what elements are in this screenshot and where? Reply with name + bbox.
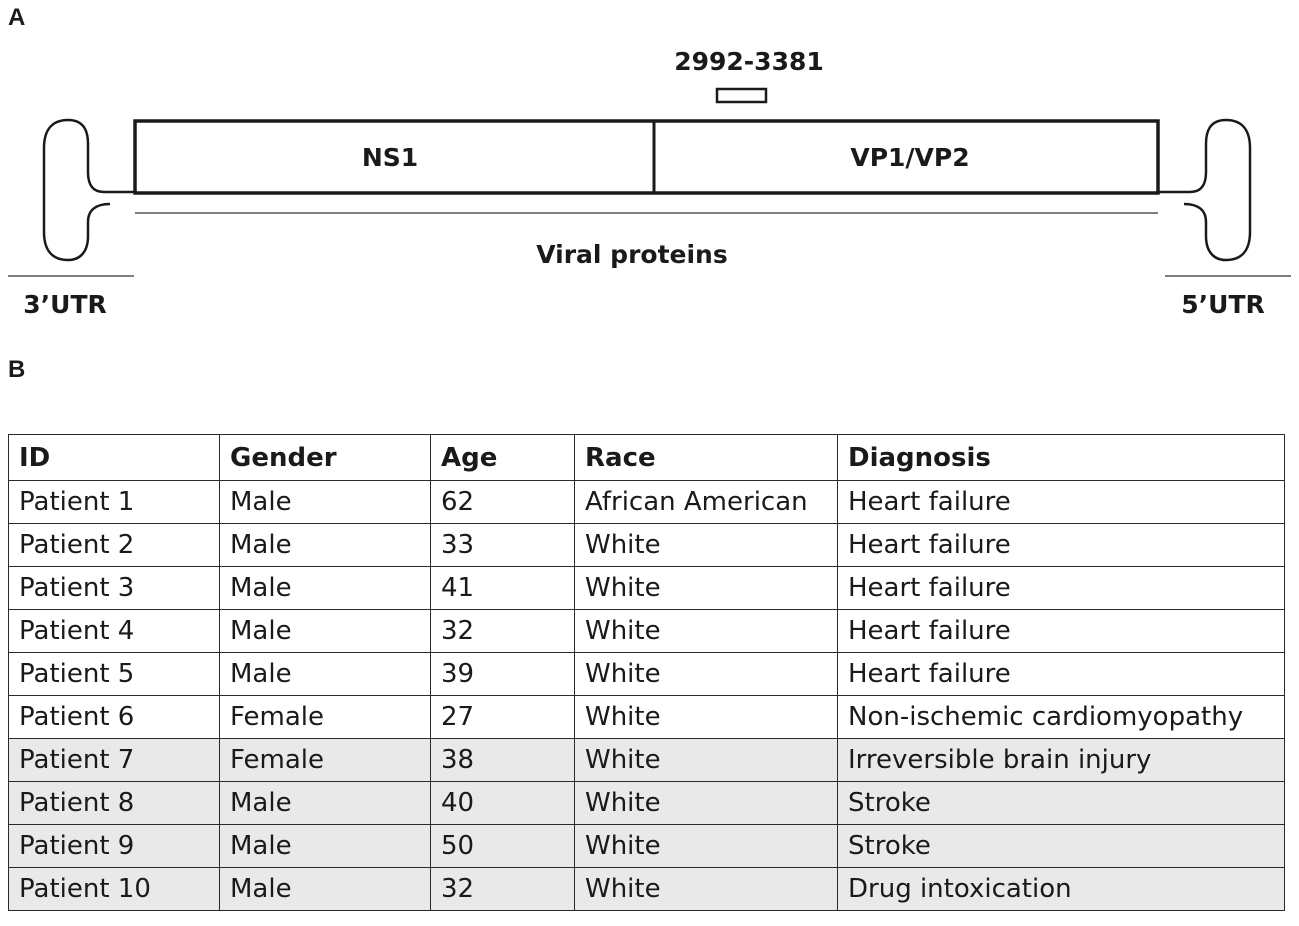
cell-id: Patient 8 bbox=[9, 782, 220, 825]
header-age: Age bbox=[431, 435, 575, 481]
cell-diagnosis: Heart failure bbox=[838, 524, 1285, 567]
cell-race: White bbox=[575, 524, 838, 567]
cell-id: Patient 4 bbox=[9, 610, 220, 653]
table-row bbox=[9, 868, 1285, 911]
cell-race: African American bbox=[575, 481, 838, 524]
cell-age: 62 bbox=[431, 481, 575, 524]
cell-age: 40 bbox=[431, 782, 575, 825]
cell-race: White bbox=[575, 567, 838, 610]
table-row bbox=[9, 653, 1285, 696]
cell-diagnosis: Heart failure bbox=[838, 653, 1285, 696]
region-marker bbox=[717, 89, 766, 102]
cell-gender: Male bbox=[220, 610, 431, 653]
utr-left-label: 3’UTR bbox=[23, 290, 107, 319]
table-row bbox=[9, 610, 1285, 653]
cell-gender: Female bbox=[220, 696, 431, 739]
cell-age: 41 bbox=[431, 567, 575, 610]
cell-gender: Male bbox=[220, 653, 431, 696]
cell-age: 32 bbox=[431, 610, 575, 653]
cell-id: Patient 7 bbox=[9, 739, 220, 782]
cell-gender: Female bbox=[220, 739, 431, 782]
left-hairpin bbox=[44, 120, 135, 260]
cell-race: White bbox=[575, 782, 838, 825]
cell-diagnosis: Heart failure bbox=[838, 610, 1285, 653]
cell-id: Patient 6 bbox=[9, 696, 220, 739]
cell-id: Patient 10 bbox=[9, 868, 220, 911]
cell-diagnosis: Stroke bbox=[838, 782, 1285, 825]
cell-gender: Male bbox=[220, 868, 431, 911]
table-header-row bbox=[9, 435, 1285, 481]
table-row bbox=[9, 825, 1285, 868]
right-hairpin bbox=[1158, 120, 1250, 260]
cell-id: Patient 3 bbox=[9, 567, 220, 610]
cell-id: Patient 1 bbox=[9, 481, 220, 524]
header-race: Race bbox=[575, 435, 838, 481]
table-row bbox=[9, 524, 1285, 567]
cell-gender: Male bbox=[220, 524, 431, 567]
cell-race: White bbox=[575, 610, 838, 653]
cell-age: 27 bbox=[431, 696, 575, 739]
cell-race: White bbox=[575, 739, 838, 782]
cell-id: Patient 5 bbox=[9, 653, 220, 696]
cell-age: 38 bbox=[431, 739, 575, 782]
header-id: ID bbox=[9, 435, 220, 481]
table-row bbox=[9, 739, 1285, 782]
cell-diagnosis: Heart failure bbox=[838, 567, 1285, 610]
cell-race: White bbox=[575, 696, 838, 739]
cell-gender: Male bbox=[220, 825, 431, 868]
cell-diagnosis: Stroke bbox=[838, 825, 1285, 868]
cell-gender: Male bbox=[220, 782, 431, 825]
segment-vp1-vp2: VP1/VP2 bbox=[850, 143, 970, 172]
cell-age: 32 bbox=[431, 868, 575, 911]
panel-a-label: A bbox=[8, 4, 26, 31]
cell-race: White bbox=[575, 868, 838, 911]
cell-age: 39 bbox=[431, 653, 575, 696]
patient-table bbox=[8, 434, 1285, 911]
cell-age: 50 bbox=[431, 825, 575, 868]
table-row bbox=[9, 696, 1285, 739]
cell-id: Patient 9 bbox=[9, 825, 220, 868]
region-label: 2992-3381 bbox=[674, 47, 824, 76]
genome-diagram bbox=[0, 0, 1299, 340]
segment-ns1: NS1 bbox=[361, 143, 419, 172]
panel-b-label: B bbox=[8, 356, 26, 383]
table-row bbox=[9, 481, 1285, 524]
cell-diagnosis: Non-ischemic cardiomyopathy bbox=[838, 696, 1285, 739]
cell-id: Patient 2 bbox=[9, 524, 220, 567]
cell-gender: Male bbox=[220, 567, 431, 610]
table-row bbox=[9, 567, 1285, 610]
cell-diagnosis: Heart failure bbox=[838, 481, 1285, 524]
cell-race: White bbox=[575, 825, 838, 868]
cell-diagnosis: Irreversible brain injury bbox=[838, 739, 1285, 782]
genome-bar bbox=[135, 121, 1158, 193]
header-gender: Gender bbox=[220, 435, 431, 481]
cell-age: 33 bbox=[431, 524, 575, 567]
proteins-label: Viral proteins bbox=[536, 240, 728, 269]
cell-diagnosis: Drug intoxication bbox=[838, 868, 1285, 911]
header-diagnosis: Diagnosis bbox=[838, 435, 1285, 481]
cell-gender: Male bbox=[220, 481, 431, 524]
table-row bbox=[9, 782, 1285, 825]
cell-race: White bbox=[575, 653, 838, 696]
utr-right-label: 5’UTR bbox=[1181, 290, 1265, 319]
